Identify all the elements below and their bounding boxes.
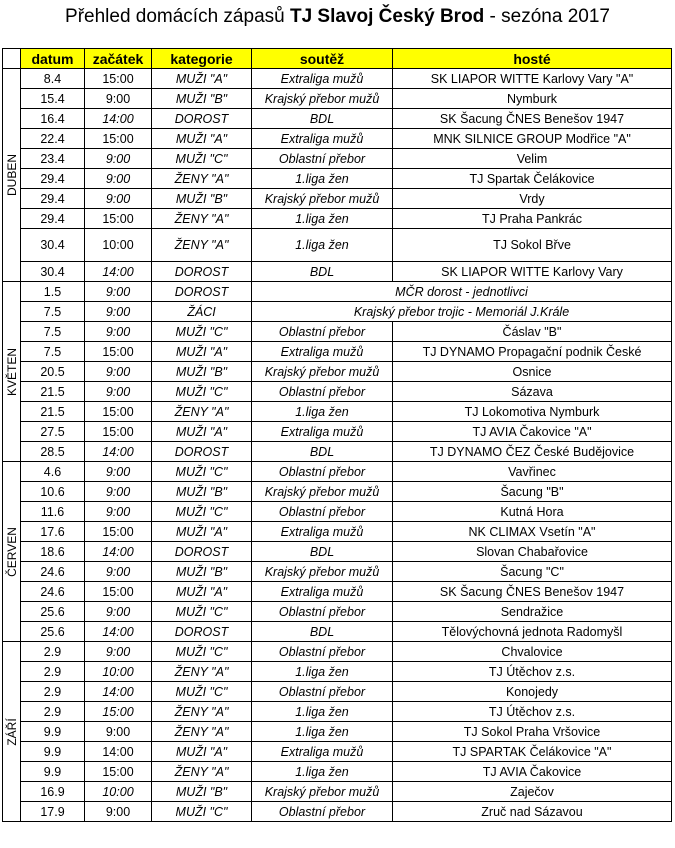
cell-zacatek: 15:00	[85, 402, 152, 422]
table-row	[3, 462, 672, 482]
cell-soutez: Krajský přebor mužů	[252, 362, 393, 382]
cell-kategorie: ŽÁCI	[152, 302, 252, 322]
table-row	[3, 89, 672, 109]
cell-zacatek: 14:00	[85, 742, 152, 762]
cell-hoste: TJ Lokomotiva Nymburk	[393, 402, 672, 422]
cell-soutez: Oblastní přebor	[252, 502, 393, 522]
cell-datum: 29.4	[21, 189, 85, 209]
cell-hoste: TJ AVIA Čakovice	[393, 762, 672, 782]
cell-zacatek: 9:00	[85, 382, 152, 402]
cell-kategorie: ŽENY "A"	[152, 402, 252, 422]
table-row	[3, 382, 672, 402]
cell-soutez: 1.liga žen	[252, 402, 393, 422]
cell-zacatek: 15:00	[85, 422, 152, 442]
cell-hoste: MNK SILNICE GROUP Modřice "A"	[393, 129, 672, 149]
cell-hoste: TJ Spartak Čelákovice	[393, 169, 672, 189]
cell-kategorie: ŽENY "A"	[152, 209, 252, 229]
table-row	[3, 722, 672, 742]
table-row	[3, 642, 672, 662]
cell-zacatek: 9:00	[85, 89, 152, 109]
table-row	[3, 702, 672, 722]
cell-hoste: Osnice	[393, 362, 672, 382]
cell-soutez: Oblastní přebor	[252, 462, 393, 482]
cell-zacatek: 9:00	[85, 462, 152, 482]
cell-soutez: Oblastní přebor	[252, 149, 393, 169]
cell-hoste: Tělovýchovná jednota Radomyšl	[393, 622, 672, 642]
cell-soutez: BDL	[252, 622, 393, 642]
cell-hoste: TJ DYNAMO ČEZ České Budějovice	[393, 442, 672, 462]
table-row	[3, 662, 672, 682]
cell-kategorie: MUŽI "B"	[152, 562, 252, 582]
cell-soutez: Extraliga mužů	[252, 742, 393, 762]
cell-hoste: Sázava	[393, 382, 672, 402]
cell-datum: 21.5	[21, 402, 85, 422]
cell-kategorie: ŽENY "A"	[152, 722, 252, 742]
cell-datum: 17.9	[21, 802, 85, 822]
cell-datum: 15.4	[21, 89, 85, 109]
page-title	[0, 0, 675, 40]
cell-zacatek: 15:00	[85, 582, 152, 602]
month-cell	[3, 462, 21, 642]
cell-datum: 30.4	[21, 229, 85, 262]
column-header-zacatek: začátek	[85, 49, 152, 69]
cell-datum: 2.9	[21, 642, 85, 662]
month-cell	[3, 69, 21, 282]
table-row	[3, 742, 672, 762]
cell-kategorie: MUŽI "A"	[152, 522, 252, 542]
cell-hoste: SK Šacung ČNES Benešov 1947	[393, 582, 672, 602]
table-row	[3, 129, 672, 149]
cell-datum: 29.4	[21, 209, 85, 229]
column-header-kategorie: kategorie	[152, 49, 252, 69]
table-row	[3, 482, 672, 502]
cell-kategorie: MUŽI "C"	[152, 502, 252, 522]
table-row	[3, 362, 672, 382]
cell-hoste: TJ Sokol Břve	[393, 229, 672, 262]
cell-zacatek: 9:00	[85, 482, 152, 502]
cell-datum: 21.5	[21, 382, 85, 402]
cell-hoste: Zruč nad Sázavou	[393, 802, 672, 822]
cell-zacatek: 9:00	[85, 562, 152, 582]
cell-datum: 16.9	[21, 782, 85, 802]
month-label: KVĚTEN	[4, 347, 19, 396]
cell-soutez: Oblastní přebor	[252, 642, 393, 662]
cell-soutez: 1.liga žen	[252, 169, 393, 189]
cell-kategorie: MUŽI "B"	[152, 782, 252, 802]
cell-zacatek: 15:00	[85, 522, 152, 542]
column-header-datum: datum	[21, 49, 85, 69]
cell-kategorie: MUŽI "C"	[152, 802, 252, 822]
cell-datum: 2.9	[21, 702, 85, 722]
cell-hoste: TJ SPARTAK Čelákovice "A"	[393, 742, 672, 762]
cell-kategorie: MUŽI "C"	[152, 602, 252, 622]
cell-soutez: Krajský přebor mužů	[252, 562, 393, 582]
month-label: ZÁŘÍ	[4, 717, 19, 746]
table-row	[3, 322, 672, 342]
table-row	[3, 149, 672, 169]
cell-hoste: Vrdy	[393, 189, 672, 209]
cell-zacatek: 15:00	[85, 129, 152, 149]
table-row	[3, 622, 672, 642]
table-row	[3, 282, 672, 302]
table-row	[3, 562, 672, 582]
table-row	[3, 189, 672, 209]
table-row	[3, 582, 672, 602]
cell-zacatek: 9:00	[85, 302, 152, 322]
cell-merged-event: MČR dorost - jednotlivci	[252, 282, 672, 302]
cell-soutez: Krajský přebor mužů	[252, 89, 393, 109]
table-row	[3, 302, 672, 322]
column-header-soutez: soutěž	[252, 49, 393, 69]
cell-kategorie: DOROST	[152, 442, 252, 462]
cell-hoste: Konojedy	[393, 682, 672, 702]
table-row	[3, 682, 672, 702]
cell-soutez: 1.liga žen	[252, 209, 393, 229]
cell-soutez: Extraliga mužů	[252, 582, 393, 602]
cell-soutez: Oblastní přebor	[252, 382, 393, 402]
cell-datum: 10.6	[21, 482, 85, 502]
cell-hoste: Šacung "C"	[393, 562, 672, 582]
table-row	[3, 442, 672, 462]
cell-datum: 29.4	[21, 169, 85, 189]
cell-datum: 17.6	[21, 522, 85, 542]
cell-kategorie: ŽENY "A"	[152, 229, 252, 262]
table-row	[3, 542, 672, 562]
cell-kategorie: MUŽI "C"	[152, 149, 252, 169]
cell-soutez: Oblastní přebor	[252, 802, 393, 822]
cell-kategorie: DOROST	[152, 622, 252, 642]
cell-datum: 24.6	[21, 562, 85, 582]
cell-soutez: BDL	[252, 442, 393, 462]
cell-datum: 7.5	[21, 302, 85, 322]
cell-soutez: Extraliga mužů	[252, 522, 393, 542]
cell-hoste: TJ Útěchov z.s.	[393, 702, 672, 722]
cell-hoste: SK LIAPOR WITTE Karlovy Vary "A"	[393, 69, 672, 89]
cell-zacatek: 14:00	[85, 262, 152, 282]
cell-soutez: Extraliga mužů	[252, 422, 393, 442]
cell-soutez: 1.liga žen	[252, 229, 393, 262]
cell-hoste: Vavřinec	[393, 462, 672, 482]
cell-kategorie: MUŽI "C"	[152, 462, 252, 482]
cell-hoste: Čáslav "B"	[393, 322, 672, 342]
table-row	[3, 782, 672, 802]
cell-kategorie: ŽENY "A"	[152, 169, 252, 189]
cell-kategorie: ŽENY "A"	[152, 702, 252, 722]
cell-hoste: Nymburk	[393, 89, 672, 109]
cell-hoste: Chvalovice	[393, 642, 672, 662]
cell-kategorie: MUŽI "B"	[152, 89, 252, 109]
cell-zacatek: 10:00	[85, 662, 152, 682]
table-row	[3, 209, 672, 229]
cell-soutez: Extraliga mužů	[252, 342, 393, 362]
cell-zacatek: 9:00	[85, 169, 152, 189]
cell-kategorie: MUŽI "A"	[152, 342, 252, 362]
cell-hoste: Kutná Hora	[393, 502, 672, 522]
table-row	[3, 522, 672, 542]
cell-zacatek: 15:00	[85, 342, 152, 362]
cell-kategorie: MUŽI "A"	[152, 582, 252, 602]
cell-datum: 25.6	[21, 602, 85, 622]
cell-hoste: Slovan Chabařovice	[393, 542, 672, 562]
cell-zacatek: 15:00	[85, 69, 152, 89]
table-row	[3, 109, 672, 129]
cell-datum: 22.4	[21, 129, 85, 149]
cell-hoste: SK LIAPOR WITTE Karlovy Vary	[393, 262, 672, 282]
cell-datum: 9.9	[21, 742, 85, 762]
cell-kategorie: DOROST	[152, 282, 252, 302]
cell-datum: 8.4	[21, 69, 85, 89]
cell-soutez: 1.liga žen	[252, 762, 393, 782]
table-row	[3, 342, 672, 362]
cell-zacatek: 9:00	[85, 362, 152, 382]
cell-datum: 2.9	[21, 682, 85, 702]
cell-kategorie: MUŽI "A"	[152, 742, 252, 762]
cell-zacatek: 14:00	[85, 109, 152, 129]
table-row	[3, 229, 672, 262]
cell-zacatek: 9:00	[85, 802, 152, 822]
cell-hoste: Sendražice	[393, 602, 672, 622]
cell-datum: 24.6	[21, 582, 85, 602]
cell-soutez: BDL	[252, 542, 393, 562]
cell-zacatek: 14:00	[85, 682, 152, 702]
table-row	[3, 802, 672, 822]
cell-hoste: TJ Útěchov z.s.	[393, 662, 672, 682]
cell-zacatek: 14:00	[85, 542, 152, 562]
table-row	[3, 502, 672, 522]
match-schedule-table	[2, 48, 672, 822]
cell-soutez: Oblastní přebor	[252, 602, 393, 622]
cell-kategorie: DOROST	[152, 109, 252, 129]
cell-zacatek: 9:00	[85, 722, 152, 742]
month-header-blank	[3, 49, 21, 69]
cell-datum: 9.9	[21, 762, 85, 782]
cell-soutez: 1.liga žen	[252, 662, 393, 682]
cell-zacatek: 10:00	[85, 229, 152, 262]
column-header-hoste: hosté	[393, 49, 672, 69]
cell-datum: 18.6	[21, 542, 85, 562]
cell-hoste: Zaječov	[393, 782, 672, 802]
cell-soutez: BDL	[252, 262, 393, 282]
cell-kategorie: MUŽI "C"	[152, 642, 252, 662]
cell-soutez: Oblastní přebor	[252, 322, 393, 342]
cell-datum: 7.5	[21, 322, 85, 342]
cell-datum: 7.5	[21, 342, 85, 362]
cell-datum: 20.5	[21, 362, 85, 382]
table-row	[3, 762, 672, 782]
cell-zacatek: 9:00	[85, 282, 152, 302]
cell-hoste: SK Šacung ČNES Benešov 1947	[393, 109, 672, 129]
cell-zacatek: 9:00	[85, 602, 152, 622]
cell-kategorie: MUŽI "B"	[152, 482, 252, 502]
month-cell	[3, 642, 21, 822]
table-row	[3, 262, 672, 282]
cell-soutez: Krajský přebor mužů	[252, 189, 393, 209]
cell-datum: 25.6	[21, 622, 85, 642]
cell-zacatek: 14:00	[85, 622, 152, 642]
cell-zacatek: 9:00	[85, 322, 152, 342]
cell-zacatek: 15:00	[85, 762, 152, 782]
cell-soutez: Oblastní přebor	[252, 682, 393, 702]
cell-hoste: NK CLIMAX Vsetín "A"	[393, 522, 672, 542]
cell-kategorie: MUŽI "A"	[152, 422, 252, 442]
cell-soutez: Krajský přebor mužů	[252, 782, 393, 802]
cell-soutez: 1.liga žen	[252, 702, 393, 722]
cell-zacatek: 9:00	[85, 502, 152, 522]
month-cell	[3, 282, 21, 462]
cell-soutez: Extraliga mužů	[252, 129, 393, 149]
cell-datum: 11.6	[21, 502, 85, 522]
cell-zacatek: 9:00	[85, 189, 152, 209]
table-header-row	[3, 49, 672, 69]
cell-zacatek: 10:00	[85, 782, 152, 802]
cell-hoste: TJ Sokol Praha Vršovice	[393, 722, 672, 742]
cell-hoste: TJ AVIA Čakovice "A"	[393, 422, 672, 442]
cell-zacatek: 9:00	[85, 149, 152, 169]
cell-zacatek: 15:00	[85, 702, 152, 722]
table-row	[3, 69, 672, 89]
cell-kategorie: MUŽI "B"	[152, 189, 252, 209]
cell-kategorie: DOROST	[152, 542, 252, 562]
cell-soutez: Extraliga mužů	[252, 69, 393, 89]
cell-soutez: 1.liga žen	[252, 722, 393, 742]
cell-datum: 23.4	[21, 149, 85, 169]
cell-hoste: TJ Praha Pankrác	[393, 209, 672, 229]
title-prefix: Přehled domácích zápasů	[65, 6, 290, 27]
cell-kategorie: ŽENY "A"	[152, 762, 252, 782]
cell-zacatek: 9:00	[85, 642, 152, 662]
cell-soutez: BDL	[252, 109, 393, 129]
cell-kategorie: MUŽI "C"	[152, 382, 252, 402]
month-label: ČERVEN	[4, 526, 19, 577]
cell-zacatek: 15:00	[85, 209, 152, 229]
cell-kategorie: MUŽI "C"	[152, 682, 252, 702]
cell-kategorie: MUŽI "A"	[152, 129, 252, 149]
cell-datum: 16.4	[21, 109, 85, 129]
cell-kategorie: MUŽI "A"	[152, 69, 252, 89]
cell-soutez: Krajský přebor mužů	[252, 482, 393, 502]
cell-kategorie: ŽENY "A"	[152, 662, 252, 682]
cell-datum: 27.5	[21, 422, 85, 442]
cell-hoste: TJ DYNAMO Propagační podnik České	[393, 342, 672, 362]
table-row	[3, 422, 672, 442]
cell-kategorie: MUŽI "C"	[152, 322, 252, 342]
cell-kategorie: MUŽI "B"	[152, 362, 252, 382]
table-row	[3, 169, 672, 189]
cell-zacatek: 14:00	[85, 442, 152, 462]
cell-kategorie: DOROST	[152, 262, 252, 282]
table-body	[3, 69, 672, 822]
cell-datum: 4.6	[21, 462, 85, 482]
cell-datum: 9.9	[21, 722, 85, 742]
table-row	[3, 402, 672, 422]
month-label: DUBEN	[4, 153, 19, 197]
cell-datum: 2.9	[21, 662, 85, 682]
title-suffix: - sezóna 2017	[484, 6, 610, 27]
table-row	[3, 602, 672, 622]
cell-hoste: Velim	[393, 149, 672, 169]
cell-merged-event: Krajský přebor trojic - Memoriál J.Krále	[252, 302, 672, 322]
cell-datum: 28.5	[21, 442, 85, 462]
cell-datum: 30.4	[21, 262, 85, 282]
cell-hoste: Šacung "B"	[393, 482, 672, 502]
cell-datum: 1.5	[21, 282, 85, 302]
title-club: TJ Slavoj Český Brod	[289, 6, 485, 27]
